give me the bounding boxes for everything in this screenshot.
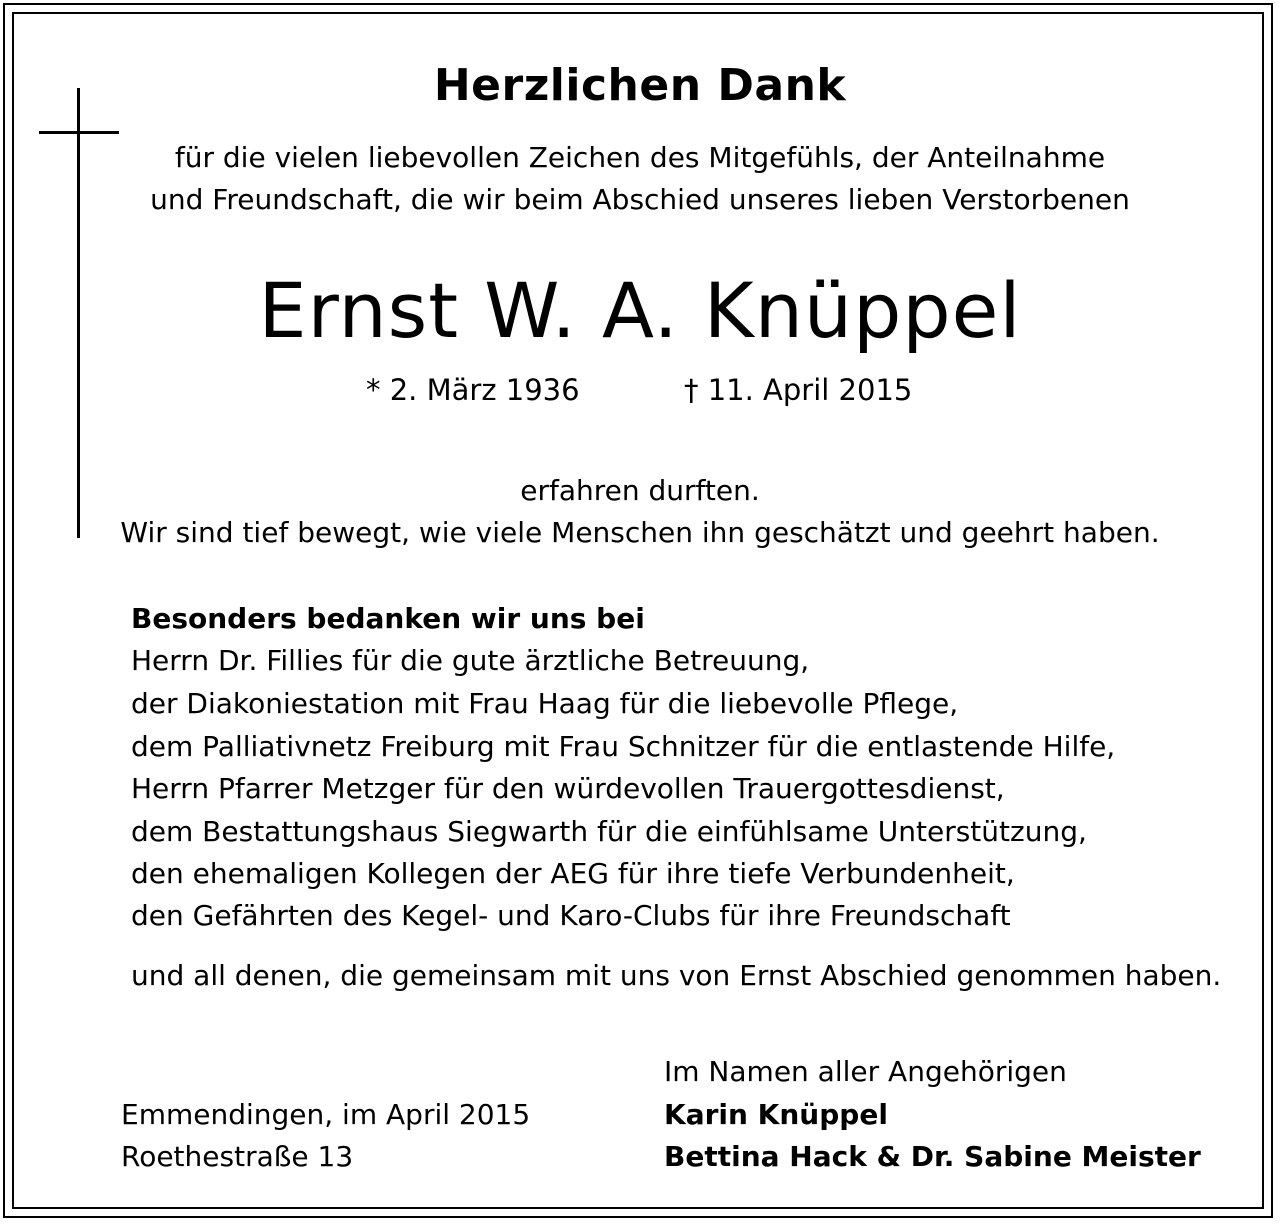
- signatory: Karin Knüppel: [664, 1098, 888, 1131]
- thanks-heading: Besonders bedanken wir uns bei: [131, 602, 645, 635]
- signatory: Bettina Hack & Dr. Sabine Meister: [664, 1140, 1201, 1173]
- thanks-list-item: den Gefährten des Kegel- und Karo-Clubs für ihre Freundschaft: [131, 899, 1011, 932]
- moved-line: Wir sind tief bewegt, wie viele Menschen ihn geschätzt und geehrt haben.: [120, 516, 1160, 549]
- birth-date: * 2. März 1936: [366, 373, 580, 407]
- intro-line: für die vielen liebevollen Zeichen des Mitgefühls, der Anteilnahme: [174, 141, 1106, 174]
- intro-line: und Freundschaft, die wir beim Abschied unseres lieben Verstorbenen: [150, 183, 1130, 216]
- on-behalf-line: Im Namen aller Angehörigen: [664, 1055, 1067, 1088]
- deceased-name: Ernst W. A. Knüppel: [258, 266, 1022, 355]
- death-date: † 11. April 2015: [684, 373, 913, 407]
- thanks-list-item: Herrn Pfarrer Metzger für den würdevollen Trauergottesdienst,: [131, 772, 1005, 805]
- thanks-list-item: der Diakoniestation mit Frau Haag für die liebevolle Pflege,: [131, 687, 959, 720]
- closing-line: und all denen, die gemeinsam mit uns von Ernst Abschied genommen haben.: [131, 959, 1222, 992]
- experienced-line: erfahren durften.: [520, 474, 760, 507]
- thanks-list-item: dem Palliativnetz Freiburg mit Frau Schnitzer für die entlastende Hilfe,: [131, 730, 1116, 763]
- heading: Herzlichen Dank: [433, 60, 847, 111]
- address: Roethestraße 13: [121, 1140, 354, 1173]
- thanks-list-item: dem Bestattungshaus Siegwarth für die einfühlsame Unterstützung,: [131, 815, 1087, 848]
- cross-icon-horizontal-bar: [39, 131, 119, 134]
- thanks-list-item: Herrn Dr. Fillies für die gute ärztliche Betreuung,: [131, 644, 810, 677]
- thanks-list-item: den ehemaligen Kollegen der AEG für ihre tiefe Verbundenheit,: [131, 857, 1015, 890]
- place-date: Emmendingen, im April 2015: [121, 1098, 531, 1131]
